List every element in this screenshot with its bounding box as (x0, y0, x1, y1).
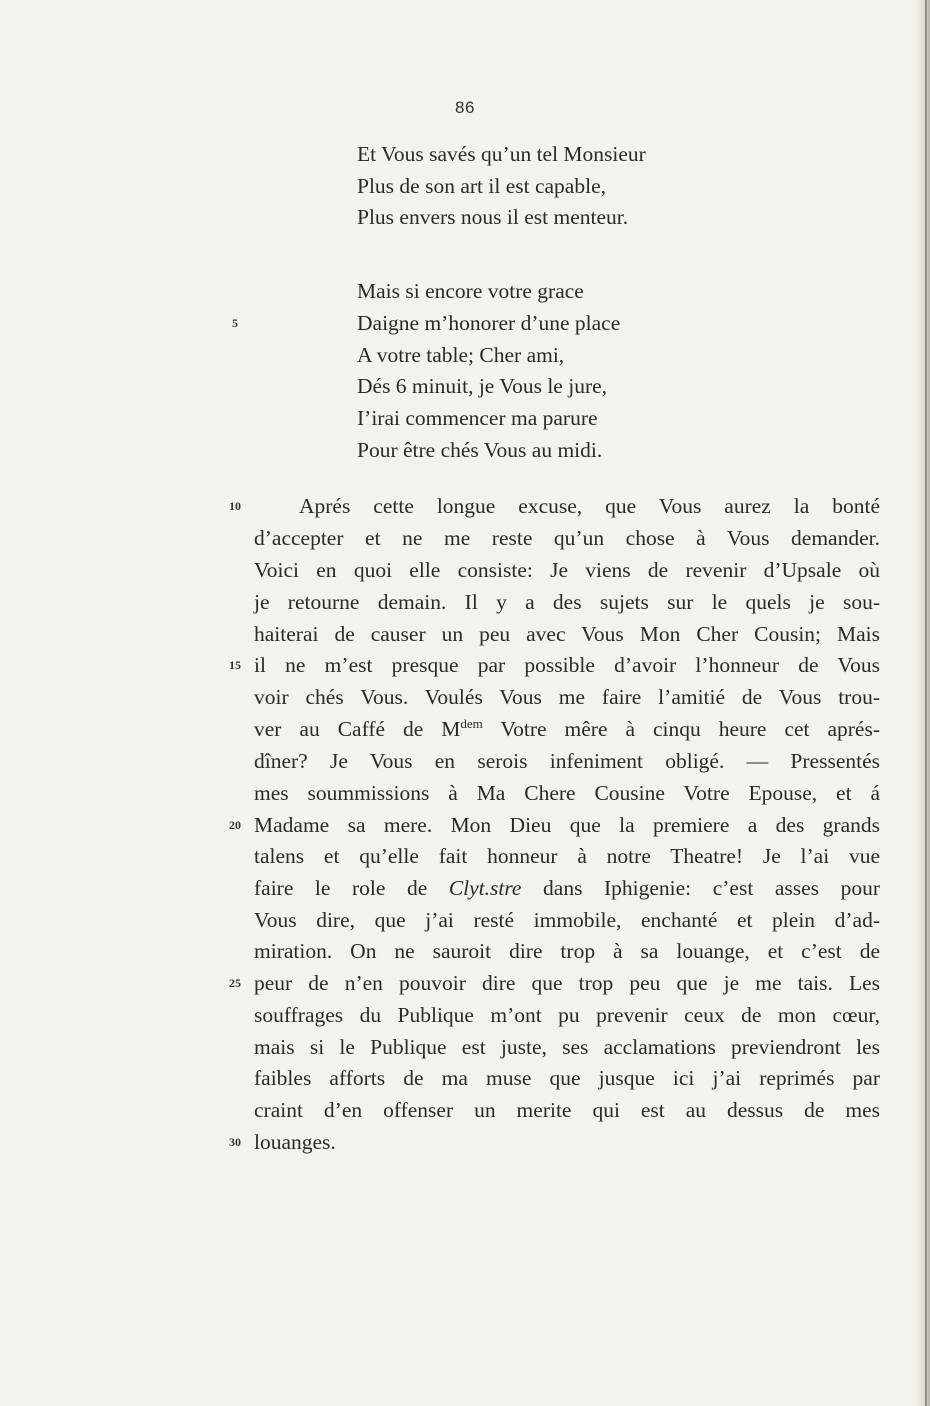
prose-line: voir chés Vous. Voulés Vous me faire l’amitié de Vous trou- (254, 685, 880, 709)
prose-line: souffrages du Publique m’ont pu prevenir ceux de mon cœur, (254, 1003, 880, 1027)
prose-line: d’accepter et ne me reste qu’un chose à Vous demander. (254, 526, 880, 550)
prose-line: il ne m’est presque par possible d’avoir l’honneur de Vous (254, 653, 880, 677)
prose-line: ver au Caffé de $M^{dem}$ Votre mêre à cinqu heure cet aprés- (254, 716, 880, 741)
line-number: 5 (232, 316, 238, 330)
verse-line: A votre table; Cher ami, (357, 343, 565, 367)
verse-line: Daigne m’honorer d’une place (357, 311, 621, 335)
line-number: 30 (229, 1135, 241, 1149)
verse-line: Et Vous savés qu’un tel Monsieur (357, 142, 646, 166)
prose-line: mes soummissions à Ma Chere Cousine Votre Epouse, et á (254, 781, 880, 805)
prose-line: louanges. (254, 1130, 336, 1154)
verse-line: Pour être chés Vous au midi. (357, 438, 603, 462)
line-number: 20 (229, 818, 241, 832)
prose-line: je retourne demain. Il y a des sujets sur le quels je sou- (254, 590, 880, 614)
verse-line: Plus de son art il est capable, (357, 174, 606, 198)
prose-line: dîner? Je Vous en serois infeniment obligé. — Pressentés (254, 749, 880, 773)
verse-line: Plus envers nous il est menteur. (357, 205, 629, 229)
page-number: 86 (455, 98, 475, 117)
prose-line: Madame sa mere. Mon Dieu que la premiere a des grands (254, 813, 880, 837)
prose-line: miration. On ne sauroit dire trop à sa louange, et c’est de (254, 939, 880, 963)
verse-line: I’irai commencer ma parure (357, 406, 598, 430)
prose-line: talens et qu’elle fait honneur à notre Theatre! Je l’ai vue (254, 844, 880, 868)
prose-line: craint d’en offenser un merite qui est au dessus de mes (254, 1098, 880, 1122)
page-edge-line (925, 0, 927, 1406)
line-number: 10 (229, 499, 241, 513)
prose-line: haiterai de causer un peu avec Vous Mon Cher Cousin; Mais (254, 622, 880, 646)
page-edge-shadow (916, 0, 930, 1406)
line-number: 25 (229, 976, 241, 990)
superscript-dem: dem (460, 716, 483, 731)
prose-line: Voici en quoi elle consiste: Je viens de revenir d’Upsale où (254, 558, 880, 582)
italic-title: Clyt.stre (448, 876, 522, 900)
verse-line: Dés 6 minuit, je Vous le jure, (357, 374, 608, 398)
prose-line: mais si le Publique est juste, ses acclamations previendront les (254, 1035, 880, 1059)
line-number: 15 (229, 658, 241, 672)
prose-line: Vous dire, que j’ai resté immobile, enchanté et plein d’ad- (254, 908, 880, 932)
prose-line: faibles afforts de ma muse que jusque ici j’ai reprimés par (254, 1066, 880, 1090)
verse-line: Mais si encore votre grace (357, 279, 584, 303)
prose-line: faire le role de Clyt.stre dans Iphigenie: c’est asses pour (254, 876, 880, 900)
prose-line: Aprés cette longue excuse, que Vous aurez la bonté (299, 494, 880, 518)
prose-line: peur de n’en pouvoir dire que trop peu que je me tais. Les (254, 971, 880, 995)
